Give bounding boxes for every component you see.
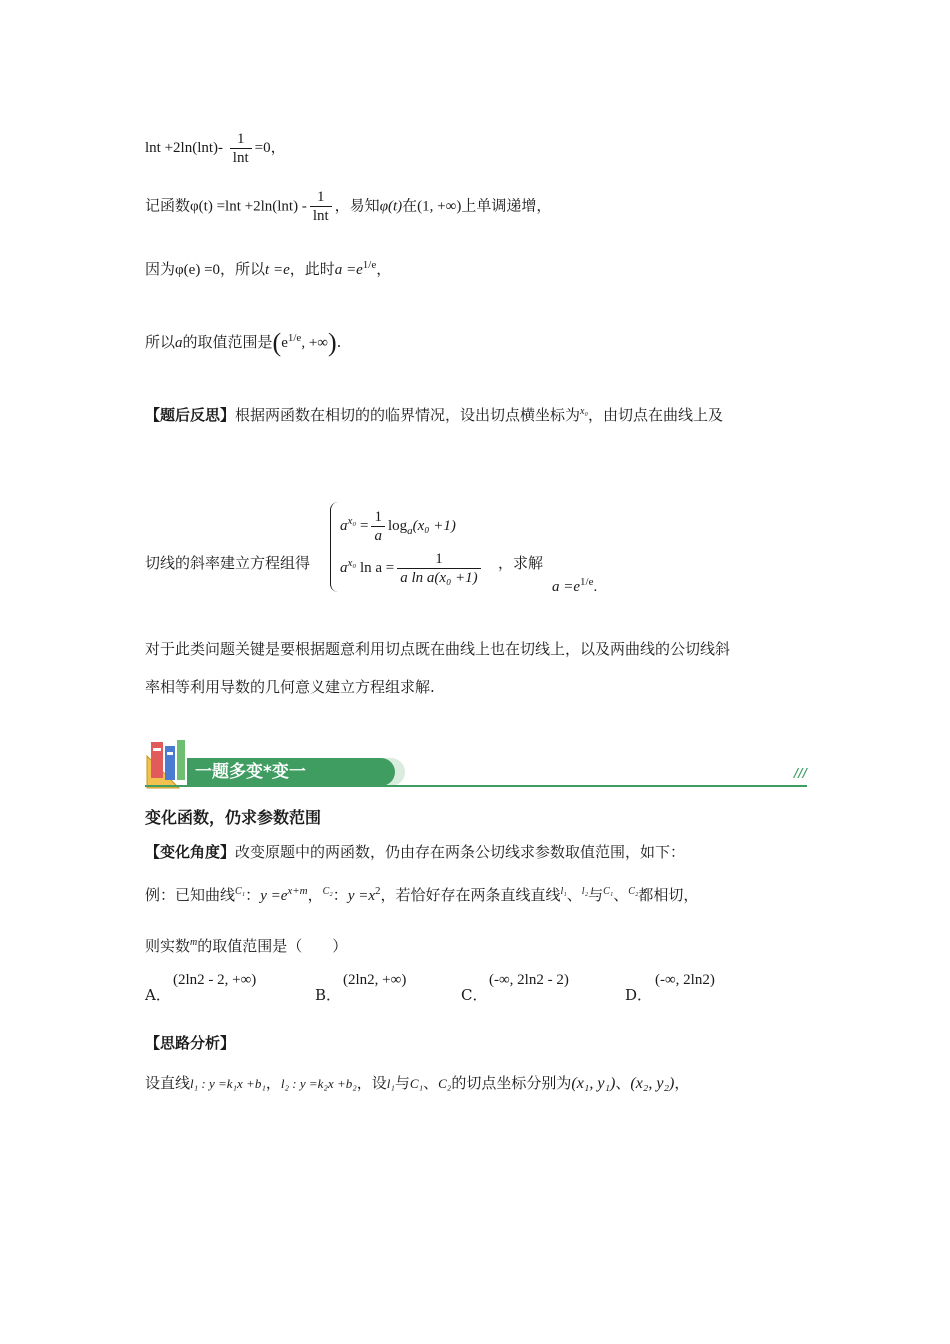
sep-1: 、	[566, 886, 582, 904]
example-line	[145, 884, 698, 905]
option-a-label: A．	[145, 986, 171, 1004]
eqA-fraction	[371, 508, 385, 545]
a-exponent: 1/e	[362, 259, 377, 271]
a-equals-e: a =e	[334, 262, 363, 278]
line3-end: ，	[376, 260, 392, 278]
easy-know-text: ，易知	[334, 196, 380, 215]
banner-slash: ///	[793, 766, 807, 780]
with-text-2: 与	[394, 1074, 410, 1092]
phi-denominator: lnt	[312, 208, 329, 224]
phi-definition: φ(t) =lnt +2ln(lnt) -	[190, 198, 307, 215]
reflection-text-2: ，由切点在曲线上及	[587, 406, 723, 424]
eq1-part-d: =0	[254, 139, 271, 156]
t-equals-e: t =e	[265, 262, 290, 278]
eqA-den: a	[374, 528, 382, 544]
define-phi-line	[145, 188, 551, 225]
point-1: (x₁, y₁)	[571, 1075, 616, 1092]
setup-text-c: 的切点坐标分别为	[451, 1074, 572, 1092]
setup-line	[145, 1072, 689, 1093]
option-d[interactable]: (-∞, 2ln2)	[655, 972, 715, 988]
angle-line	[145, 841, 685, 862]
angle-label: 【变化角度】	[145, 843, 236, 861]
curve-c2-exp: 2	[375, 885, 381, 897]
range-rest: , +∞	[301, 335, 328, 351]
eq1-denominator: lnt	[232, 150, 249, 166]
option-a[interactable]: (2ln2 - 2, +∞)	[173, 972, 257, 988]
range-close: )	[327, 328, 337, 357]
line-l2: l₂	[581, 886, 589, 897]
curve-c1-exp: x+m	[287, 885, 308, 897]
eqB-den: a ln a(x₀ +1)	[400, 570, 478, 586]
eqB-base: a	[340, 559, 348, 576]
setup-text-b: ，设	[356, 1074, 387, 1092]
because-line	[145, 258, 391, 279]
range-open: (	[272, 328, 282, 357]
eq1-part-a: lnt +2ln	[145, 139, 193, 156]
eqB-num: 1	[397, 550, 480, 569]
phi-e: φ(e) =0	[175, 262, 221, 278]
eqA-eq: =	[359, 517, 369, 534]
comma-1: ，	[307, 886, 323, 904]
variant-heading: 变化函数，仍求参数范围	[145, 808, 322, 827]
system-eq-a	[340, 508, 456, 545]
sep-4: 、	[615, 1074, 631, 1092]
question-end: 的取值范围是（ ）	[197, 937, 348, 955]
equation-lnt	[145, 130, 286, 167]
colon-1: ：	[245, 886, 261, 904]
range-exponent: 1/e	[287, 332, 302, 344]
option-d-label: D．	[625, 986, 653, 1004]
reflection-line-4	[145, 676, 435, 697]
eqA-log-base: a	[407, 524, 413, 537]
range-e: e	[281, 335, 288, 351]
phi-fraction	[310, 188, 332, 225]
eq1-part-c: -	[218, 139, 227, 156]
example-mid: ，若恰好存在两条直线直线	[380, 886, 561, 904]
reflection-text-5: 对于此类问题关键是要根据题意利用切点既在曲线上也在切线上，以及两曲线的公切线斜	[145, 640, 731, 658]
option-b[interactable]: (2ln2, +∞)	[343, 972, 407, 988]
banner-title: 一题多变*变一	[187, 758, 395, 786]
solve-exponent: 1/e	[580, 576, 594, 588]
curve-c2: C₂	[322, 886, 333, 897]
sep-2: 、	[613, 886, 629, 904]
reflection-text-6: 率相等利用导数的几何意义建立方程组求解.	[145, 678, 435, 696]
reflection-label: 【题后反思】	[145, 406, 236, 424]
with-text: 与	[588, 886, 604, 904]
monotone-text: 上单调递增，	[461, 196, 552, 215]
stationery-icon	[145, 740, 191, 790]
reflection-line-3	[145, 638, 730, 659]
range-text: 的取值范围是	[182, 333, 273, 351]
eq1-numerator: 1	[230, 130, 252, 149]
question-line	[145, 935, 347, 956]
line-l1: l₁	[560, 886, 567, 897]
interval: (1, +∞)	[417, 198, 462, 215]
eq1-fraction	[230, 130, 252, 167]
eqA-arg: (x₀ +1)	[412, 517, 456, 534]
example-intro: 例：已知曲线	[145, 886, 236, 904]
reflection-line-1	[145, 404, 723, 425]
curve-c2-eq: y =x	[347, 888, 375, 904]
phi-numerator: 1	[310, 188, 332, 207]
solve-a-equals: a =e	[552, 579, 581, 595]
section-banner	[145, 740, 807, 790]
solve-label: ，求解	[498, 554, 544, 572]
so-text-2: 所以	[145, 333, 176, 351]
sep-3: 、	[423, 1074, 439, 1092]
curve-c2-ref: C₂	[628, 886, 639, 897]
curve-c1-ref-2: C₁	[409, 1076, 424, 1091]
solve-result: $a =e^{1/e}$.	[552, 576, 598, 595]
line-l1-ref: l₁	[386, 1076, 395, 1091]
eqA-log: log	[387, 517, 408, 534]
option-c-label: C．	[461, 986, 488, 1004]
setup-end: ，	[674, 1074, 690, 1092]
example-end: 都相切，	[638, 886, 699, 904]
define-text: 记函数	[145, 196, 191, 215]
banner-rule	[145, 785, 807, 787]
system-eq-b	[340, 550, 484, 587]
because-text: 因为	[145, 260, 176, 278]
eqB-fraction	[397, 550, 480, 587]
then-text: ，此时	[289, 260, 335, 278]
point-2: (x₂, y₂)	[630, 1075, 675, 1092]
question-start: 则实数	[145, 937, 191, 955]
angle-text: 改变原题中的两函数，仍由存在两条公切线求参数取值范围，如下：	[235, 843, 686, 861]
curve-c1: C₁	[235, 886, 246, 897]
curve-c1-eq: y =e	[260, 888, 288, 904]
range-end: .	[336, 333, 342, 351]
colon-2: ：	[332, 886, 348, 904]
eqB-ln: ln a =	[359, 559, 395, 576]
eq1-part-b: (lnt)	[192, 139, 219, 156]
option-b-label: B．	[315, 986, 342, 1004]
curve-c1-ref: C₁	[603, 886, 614, 897]
eqA-exp: x₀	[347, 514, 357, 527]
comma-3: ，	[265, 1074, 281, 1092]
reflection-system-intro	[145, 552, 310, 573]
system-brace	[330, 502, 339, 592]
analysis-label: 【思路分析】	[145, 1034, 236, 1052]
eqA-base: a	[340, 517, 348, 534]
reflection-text-1: 根据两函数在相切的的临界情况，设出切点横坐标为	[235, 406, 581, 424]
eqB-exp: x₀	[347, 556, 357, 569]
eq1-end: ，	[270, 139, 286, 156]
solve-text	[498, 552, 543, 573]
option-c[interactable]: (-∞, 2ln2 - 2)	[489, 972, 569, 988]
line-l1-eq: l₁ : y =k₁x +b₁	[190, 1076, 266, 1091]
phi-t: φ(t)	[379, 198, 403, 215]
eqA-num: 1	[371, 508, 385, 527]
setup-text-a: 设直线	[145, 1074, 191, 1092]
line-l2-eq: l₂ : y =k₂x +b₂	[280, 1076, 357, 1091]
curve-c2-ref-2: C₂	[438, 1076, 452, 1091]
var-m: m	[190, 937, 198, 948]
x0-symbol: x₀	[580, 406, 588, 417]
var-a: a	[175, 335, 183, 351]
so-text: ，所以	[220, 260, 266, 278]
system-intro-text: 切线的斜率建立方程组得	[145, 554, 311, 572]
in-text: 在	[402, 196, 418, 215]
range-line	[145, 328, 341, 358]
